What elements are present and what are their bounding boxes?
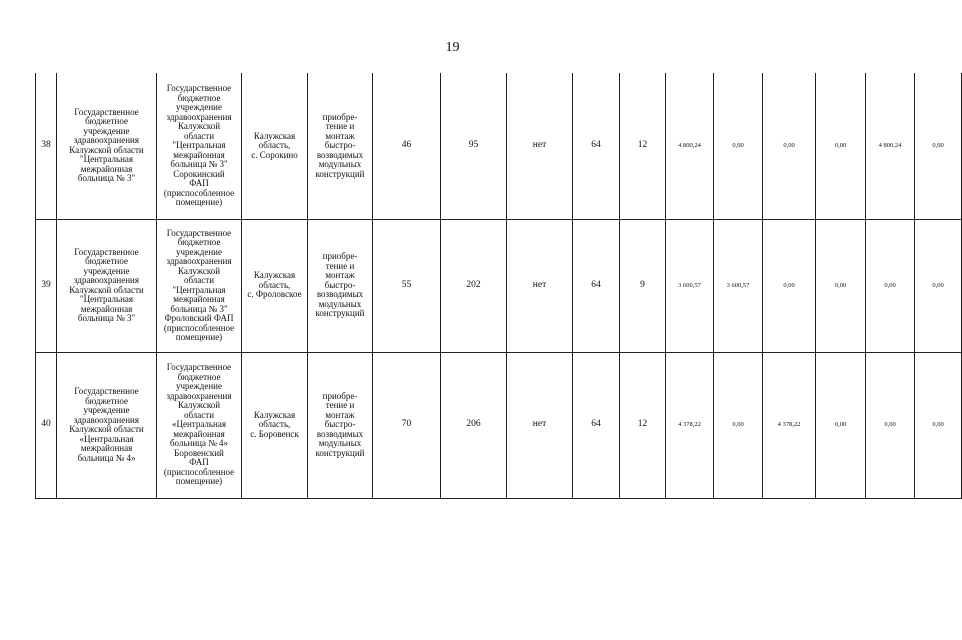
amount-cell-14: 0,00: [866, 219, 915, 352]
amount-cell-14: 4 800,24: [866, 73, 915, 219]
amount-cell-10: 4 378,22: [666, 352, 714, 498]
action-cell: приобре- тение и монтаж быстро- возводимых модульных конструкций: [308, 73, 373, 219]
row-number: 40: [36, 352, 57, 498]
amount-cell-13: 0,00: [816, 73, 866, 219]
value-cell-5: 70: [373, 352, 441, 498]
value-cell-6: 206: [441, 352, 507, 498]
amount-cell-10: 4 800,24: [666, 73, 714, 219]
amount-cell-10: 3 600,57: [666, 219, 714, 352]
value-cell-7: нет: [507, 73, 573, 219]
amount-cell-14: 0,00: [866, 352, 915, 498]
location-cell: Калужская область, с. Сорокино: [242, 73, 308, 219]
facilities-table: [35, 73, 962, 499]
value-cell-7: нет: [507, 219, 573, 352]
location-cell: Калужская область, с. Фроловское: [242, 219, 308, 352]
action-cell: приобре- тение и монтаж быстро- возводимых модульных конструкций: [308, 219, 373, 352]
institution-cell: Государственное бюджетное учреждение здравоохранения Калужской области «Центральная межрайонная больница № 4»: [57, 352, 157, 498]
amount-cell-13: 0,00: [816, 352, 866, 498]
row-number: 38: [36, 73, 57, 219]
location-cell: Калужская область, с. Боровенск: [242, 352, 308, 498]
table-row: [36, 219, 962, 352]
value-cell-6: 95: [441, 73, 507, 219]
amount-cell-11: 0,00: [714, 352, 763, 498]
value-cell-6: 202: [441, 219, 507, 352]
object-cell: Государственное бюджетное учреждение здравоохранения Калужской области "Центральная межрайонная больница № 3" Сорокинский ФАП (приспособленное помещение): [157, 73, 242, 219]
value-cell-8: 64: [573, 352, 620, 498]
page-number: 19: [445, 40, 460, 55]
object-cell: Государственное бюджетное учреждение здравоохранения Калужской области «Центральная межрайонная больница № 4» Боровенский ФАП (приспособленное помещение): [157, 352, 242, 498]
table-row: [36, 73, 962, 219]
value-cell-9: 9: [620, 219, 666, 352]
action-cell: приобре- тение и монтаж быстро- возводимых модульных конструкций: [308, 352, 373, 498]
value-cell-5: 55: [373, 219, 441, 352]
institution-cell: Государственное бюджетное учреждение здравоохранения Калужской области "Центральная межрайонная больница № 3": [57, 219, 157, 352]
table-row: [36, 352, 962, 498]
value-cell-5: 46: [373, 73, 441, 219]
amount-cell-12: 0,00: [763, 219, 816, 352]
amount-cell-15: 0,00: [915, 219, 962, 352]
amount-cell-12: 4 378,22: [763, 352, 816, 498]
amount-cell-11: 0,00: [714, 73, 763, 219]
object-cell: Государственное бюджетное учреждение здравоохранения Калужской области "Центральная межрайонная больница № 3" Фроловский ФАП (приспособленное помещение): [157, 219, 242, 352]
amount-cell-15: 0,00: [915, 352, 962, 498]
value-cell-7: нет: [507, 352, 573, 498]
amount-cell-15: 0,00: [915, 73, 962, 219]
value-cell-8: 64: [573, 219, 620, 352]
row-number: 39: [36, 219, 57, 352]
institution-cell: Государственное бюджетное учреждение здравоохранения Калужской области "Центральная межрайонная больница № 3": [57, 73, 157, 219]
value-cell-9: 12: [620, 73, 666, 219]
amount-cell-12: 0,00: [763, 73, 816, 219]
value-cell-9: 12: [620, 352, 666, 498]
amount-cell-13: 0,00: [816, 219, 866, 352]
amount-cell-11: 3 600,57: [714, 219, 763, 352]
value-cell-8: 64: [573, 73, 620, 219]
